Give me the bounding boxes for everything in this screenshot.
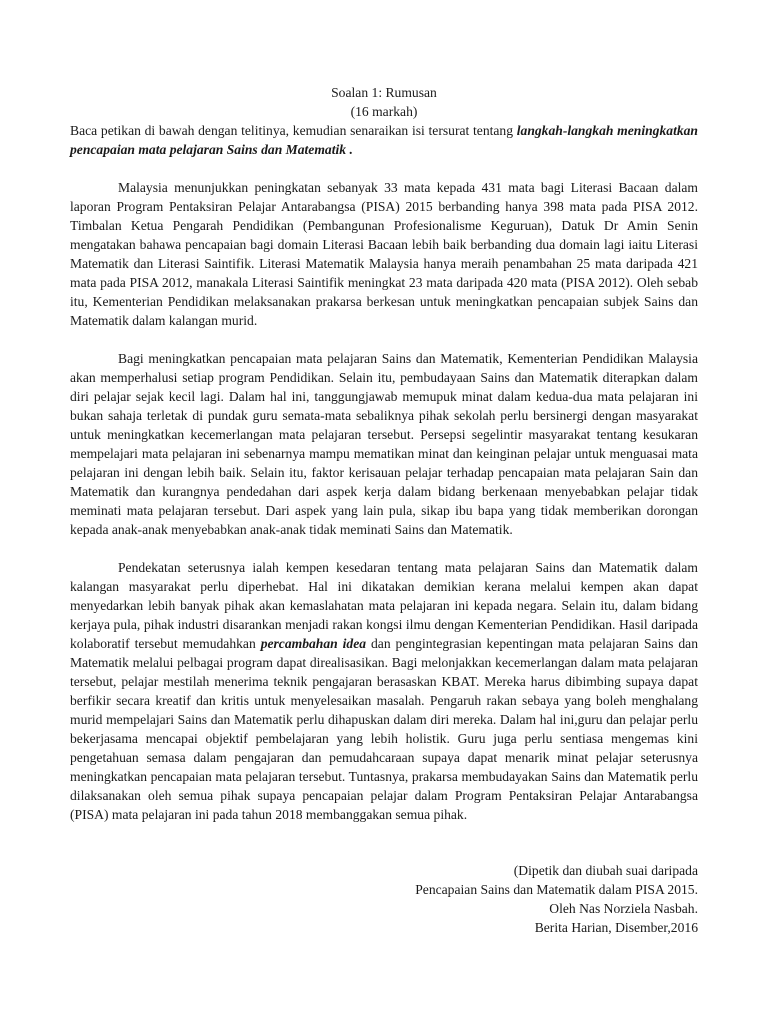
passage-paragraph-2: Bagi meningkatkan pencapaian mata pelajaran Sains dan Matematik, Kementerian Pendidikan Malaysia akan memperhalusi setiap program Pendidikan. Selain itu, pembudayaan Sains dan Matematik diterapkan dalam diri pelajar sejak kecil lagi. Dalam hal ini, tanggungjawab memupuk minat dalam kedua-dua mata pelajaran ini bukan sahaja terletak di pundak guru semata-mata sebaliknya pihak sekolah perlu bersinergi dengan masyarakat untuk meningkatkan kecemerlangan mata pelajaran tersebut. Persepsi segelintir masyarakat tentang kesukaran mempelajari mata pelajaran ini sebenarnya mampu mematikan minat dan keinginan pelajar untuk menguasai mata pelajaran ini dengan lebih baik. Selain itu, faktor kerisauan pelajar terhadap pencapaian mata pelajaran Sain dan Matematik dan kurangnya pendedahan dari aspek kerja dalam bidang berkenaan menyebabkan pelajar tidak meminati mata pelajaran tersebut. Dari aspek yang lain pula, sikap ibu bapa yang tidak memberikan dorongan kepada anak-anak menyebabkan anak-anak tidak meminati Sains dan Matematik.: [70, 351, 698, 537]
source-line-3: Oleh Nas Norziela Nasbah.: [549, 901, 698, 916]
passage-paragraph-1: Malaysia menunjukkan peningkatan sebanyak 33 mata kepada 431 mata bagi Literasi Bacaan dalam laporan Program Pentaksiran Pelajar Antarabangsa (PISA) 2015 berbanding hanya 398 mata pada PISA 2012. Timbalan Ketua Pengarah Pendidikan (Pembangunan Profesionalisme Keguruan), Datuk Dr Amin Senin mengatakan bahawa pencapaian bagi domain Literasi Bacaan lebih baik berbanding dua domain lagi iaitu Literasi Matematik dan Literasi Saintifik. Literasi Matematik Malaysia hanya meraih penambahan 25 mata daripada 421 mata pada PISA 2012, manakala Literasi Saintifik meningkat 23 mata daripada 420 mata (PISA 2012). Oleh sebab itu, Kementerian Pendidikan melaksanakan prakarsa berkesan untuk meningkatkan pencapaian subjek Sains dan Matematik dalam kalangan murid.: [70, 180, 698, 328]
paragraph-3-text-after: dan pengintegrasian kepentingan mata pelajaran Sains dan Matematik melalui pelbagai program dapat direalisasikan. Bagi melonjakkan kecemerlangan dalam mata pelajaran tersebut, pelajar mestilah menerima teknik pengajaran berasaskan KBAT. Mereka harus dibimbing supaya dapat berfikir secara kreatif dan kritis untuk menyelesaikan masalah. Pengaruh rakan sebaya yang boleh menghalang murid mempelajari Sains dan Matematik perlu dihapuskan dalam diri mereka. Dalam hal ini,guru dan pelajar perlu bekerjasama mencapai objektif pembelajaran yang lebih holistik. Guru juga perlu sentiasa mengemas kini pengetahuan semasa dalam pengajaran dan pemudahcaraan supaya dapat menarik minat pelajar seterusnya meningkatkan pencapaian mata pelajaran tersebut. Tuntasnya, prakarsa membudayakan Sains dan Matematik perlu dilaksanakan oleh semua pihak supaya pencapaian pelajar dalam Program Pentaksiran Pelajar Antarabangsa (PISA) mata pelajaran ini pada tahun 2018 membanggakan semua pihak.: [70, 636, 698, 822]
paragraph-3-text: Pendekatan seterusnya ialah kempen kesedaran tentang mata pelajaran Sains dan Matematik dalam kalangan masyarakat perlu diperhebat. Hal ini dikatakan demikian kerana melalui kempen akan dapat menyedarkan lebih banyak pihak akan kemaslahatan mata pelajaran ini kepada negara. Selain itu, dalam bidang kerjaya pula, pihak industri disarankan menjadi rakan kongsi ilmu dengan Kementerian Pendidikan. Hasil daripada kolaboratif tersebut memudahkan: [70, 560, 698, 651]
source-line-2: Pencapaian Sains dan Matematik dalam PISA 2015.: [415, 882, 698, 897]
paragraph-3-emphasis: percambahan idea: [260, 636, 367, 651]
instruction-emphasis: langkah-langkah meningkatkan pencapaian mata pelajaran Sains dan Matematik .: [70, 123, 698, 157]
source-line-1: (Dipetik dan diubah suai daripada: [513, 863, 698, 878]
exam-page: [70, 83, 698, 937]
question-instruction: [70, 121, 698, 159]
source-line-4: Berita Harian, Disember,2016: [534, 920, 698, 935]
question-marks: (16 markah): [350, 104, 418, 119]
instruction-text: Baca petikan di bawah dengan telitinya, kemudian senaraikan isi tersurat tentang: [70, 123, 517, 138]
passage-paragraph-3: [70, 558, 698, 824]
source-citation: [70, 861, 698, 937]
question-title: Soalan 1: Rumusan: [331, 85, 437, 100]
